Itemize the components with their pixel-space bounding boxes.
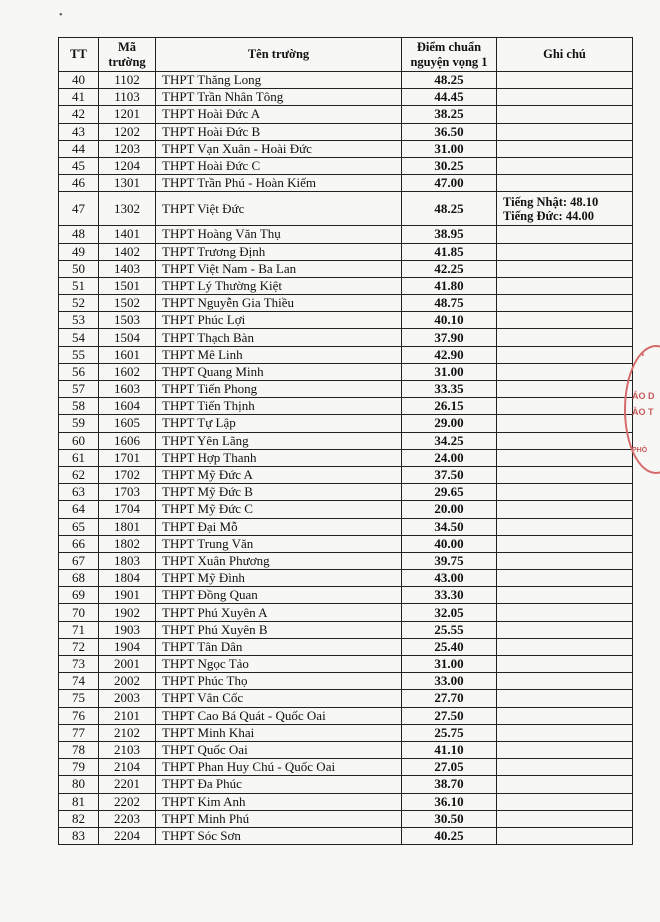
row-number: 64 bbox=[59, 501, 99, 518]
row-number: 52 bbox=[59, 295, 99, 312]
table-row bbox=[59, 638, 633, 655]
school-name: THPT Vân Cốc bbox=[156, 690, 402, 707]
school-code: 2104 bbox=[99, 759, 156, 776]
header-school-name: Tên trường bbox=[156, 38, 402, 72]
school-code: 2203 bbox=[99, 810, 156, 827]
row-number: 72 bbox=[59, 638, 99, 655]
school-code: 1802 bbox=[99, 535, 156, 552]
note-cell bbox=[497, 106, 633, 123]
cutoff-score: 27.70 bbox=[402, 690, 497, 707]
note-cell bbox=[497, 398, 633, 415]
row-number: 40 bbox=[59, 72, 99, 89]
table-row bbox=[59, 484, 633, 501]
school-name: THPT Trung Văn bbox=[156, 535, 402, 552]
table-row bbox=[59, 759, 633, 776]
table-row bbox=[59, 724, 633, 741]
cutoff-score: 34.50 bbox=[402, 518, 497, 535]
row-number: 63 bbox=[59, 484, 99, 501]
school-code: 1701 bbox=[99, 449, 156, 466]
school-code: 2201 bbox=[99, 776, 156, 793]
cutoff-score: 41.80 bbox=[402, 277, 497, 294]
cutoff-score: 37.90 bbox=[402, 329, 497, 346]
row-number: 83 bbox=[59, 827, 99, 844]
table-row bbox=[59, 192, 633, 226]
school-code: 1803 bbox=[99, 552, 156, 569]
school-name: THPT Phú Xuyên B bbox=[156, 621, 402, 638]
school-name: THPT Yên Lãng bbox=[156, 432, 402, 449]
school-name: THPT Trương Định bbox=[156, 243, 402, 260]
school-name: THPT Minh Khai bbox=[156, 724, 402, 741]
cutoff-score: 25.40 bbox=[402, 638, 497, 655]
school-name: THPT Đa Phúc bbox=[156, 776, 402, 793]
header-note: Ghi chú bbox=[497, 38, 633, 72]
table-row bbox=[59, 346, 633, 363]
row-number: 77 bbox=[59, 724, 99, 741]
header-cutoff-score: Điểm chuẩn nguyện vọng 1 bbox=[402, 38, 497, 72]
table-row bbox=[59, 329, 633, 346]
note-cell bbox=[497, 260, 633, 277]
note-cell bbox=[497, 312, 633, 329]
table-row bbox=[59, 398, 633, 415]
table-row bbox=[59, 449, 633, 466]
school-code: 1202 bbox=[99, 123, 156, 140]
table-row bbox=[59, 570, 633, 587]
school-name: THPT Lý Thường Kiệt bbox=[156, 277, 402, 294]
note-cell bbox=[497, 707, 633, 724]
cutoff-score: 37.50 bbox=[402, 466, 497, 483]
cutoff-score: 47.00 bbox=[402, 175, 497, 192]
school-name: THPT Minh Phú bbox=[156, 810, 402, 827]
note-cell bbox=[497, 346, 633, 363]
cutoff-score: 33.35 bbox=[402, 381, 497, 398]
note-cell bbox=[497, 295, 633, 312]
school-code: 1501 bbox=[99, 277, 156, 294]
row-number: 41 bbox=[59, 89, 99, 106]
school-code: 2204 bbox=[99, 827, 156, 844]
school-code: 2101 bbox=[99, 707, 156, 724]
cutoff-score: 25.55 bbox=[402, 621, 497, 638]
note-cell bbox=[497, 89, 633, 106]
table-row bbox=[59, 810, 633, 827]
note-cell bbox=[497, 690, 633, 707]
school-name: THPT Cao Bá Quát - Quốc Oai bbox=[156, 707, 402, 724]
table-row bbox=[59, 621, 633, 638]
cutoff-score: 41.10 bbox=[402, 741, 497, 758]
school-name: THPT Mỹ Đức A bbox=[156, 466, 402, 483]
table-header-row bbox=[59, 38, 633, 72]
row-number: 54 bbox=[59, 329, 99, 346]
cutoff-score: 30.50 bbox=[402, 810, 497, 827]
note-cell bbox=[497, 226, 633, 243]
row-number: 55 bbox=[59, 346, 99, 363]
school-code: 1904 bbox=[99, 638, 156, 655]
table-row bbox=[59, 690, 633, 707]
cutoff-score: 31.00 bbox=[402, 140, 497, 157]
note-cell bbox=[497, 243, 633, 260]
table-row bbox=[59, 518, 633, 535]
school-code: 1901 bbox=[99, 587, 156, 604]
row-number: 58 bbox=[59, 398, 99, 415]
cutoff-score: 24.00 bbox=[402, 449, 497, 466]
cutoff-score: 42.25 bbox=[402, 260, 497, 277]
cutoff-score: 33.30 bbox=[402, 587, 497, 604]
row-number: 62 bbox=[59, 466, 99, 483]
cutoff-score: 31.00 bbox=[402, 363, 497, 380]
note-cell bbox=[497, 741, 633, 758]
note-cell bbox=[497, 415, 633, 432]
school-name: THPT Xuân Phương bbox=[156, 552, 402, 569]
table-row bbox=[59, 312, 633, 329]
table-row bbox=[59, 827, 633, 844]
row-number: 75 bbox=[59, 690, 99, 707]
note-text: Tiếng Đức: 44.00 bbox=[503, 208, 594, 223]
school-name: THPT Quang Minh bbox=[156, 363, 402, 380]
cutoff-score: 32.05 bbox=[402, 604, 497, 621]
row-number: 65 bbox=[59, 518, 99, 535]
table-row bbox=[59, 776, 633, 793]
school-code: 1201 bbox=[99, 106, 156, 123]
note-cell bbox=[497, 157, 633, 174]
note-cell bbox=[497, 432, 633, 449]
row-number: 57 bbox=[59, 381, 99, 398]
cutoff-score: 31.00 bbox=[402, 656, 497, 673]
school-name: THPT Phúc Thọ bbox=[156, 673, 402, 690]
note-cell bbox=[497, 604, 633, 621]
school-name: THPT Phúc Lợi bbox=[156, 312, 402, 329]
note-cell bbox=[497, 484, 633, 501]
row-number: 70 bbox=[59, 604, 99, 621]
school-code: 1402 bbox=[99, 243, 156, 260]
cutoff-score: 25.75 bbox=[402, 724, 497, 741]
row-number: 47 bbox=[59, 192, 99, 226]
row-number: 59 bbox=[59, 415, 99, 432]
school-name: THPT Kim Anh bbox=[156, 793, 402, 810]
note-cell bbox=[497, 621, 633, 638]
cutoff-score: 41.85 bbox=[402, 243, 497, 260]
school-name: THPT Tự Lập bbox=[156, 415, 402, 432]
note-cell bbox=[497, 638, 633, 655]
school-name: THPT Mê Linh bbox=[156, 346, 402, 363]
note-cell bbox=[497, 810, 633, 827]
cutoff-score: 39.75 bbox=[402, 552, 497, 569]
school-code: 1902 bbox=[99, 604, 156, 621]
row-number: 60 bbox=[59, 432, 99, 449]
school-code: 1606 bbox=[99, 432, 156, 449]
school-name: THPT Hợp Thanh bbox=[156, 449, 402, 466]
row-number: 81 bbox=[59, 793, 99, 810]
cutoff-score: 27.50 bbox=[402, 707, 497, 724]
cutoff-score: 38.25 bbox=[402, 106, 497, 123]
row-number: 53 bbox=[59, 312, 99, 329]
stamp-text: ÀO T bbox=[632, 407, 654, 417]
table-row bbox=[59, 415, 633, 432]
row-number: 61 bbox=[59, 449, 99, 466]
row-number: 56 bbox=[59, 363, 99, 380]
school-code: 1703 bbox=[99, 484, 156, 501]
note-cell bbox=[497, 656, 633, 673]
school-code: 1603 bbox=[99, 381, 156, 398]
table-row bbox=[59, 89, 633, 106]
school-name: THPT Phan Huy Chú - Quốc Oai bbox=[156, 759, 402, 776]
school-name: THPT Trần Phú - Hoàn Kiếm bbox=[156, 175, 402, 192]
school-code: 1302 bbox=[99, 192, 156, 226]
cutoff-score: 33.00 bbox=[402, 673, 497, 690]
school-name: THPT Phú Xuyên A bbox=[156, 604, 402, 621]
school-code: 1504 bbox=[99, 329, 156, 346]
school-name: THPT Đại Mỗ bbox=[156, 518, 402, 535]
school-code: 1103 bbox=[99, 89, 156, 106]
table-row bbox=[59, 604, 633, 621]
note-cell bbox=[497, 363, 633, 380]
table-row bbox=[59, 552, 633, 569]
school-name: THPT Việt Nam - Ba Lan bbox=[156, 260, 402, 277]
school-name: THPT Sóc Sơn bbox=[156, 827, 402, 844]
table-row bbox=[59, 295, 633, 312]
table-row bbox=[59, 363, 633, 380]
note-cell bbox=[497, 827, 633, 844]
cutoff-score: 38.95 bbox=[402, 226, 497, 243]
school-name: THPT Hoài Đức B bbox=[156, 123, 402, 140]
school-code: 1401 bbox=[99, 226, 156, 243]
admission-score-table bbox=[58, 37, 633, 845]
cutoff-score: 48.25 bbox=[402, 192, 497, 226]
note-cell bbox=[497, 123, 633, 140]
school-code: 1605 bbox=[99, 415, 156, 432]
row-number: 44 bbox=[59, 140, 99, 157]
school-code: 1601 bbox=[99, 346, 156, 363]
school-code: 2103 bbox=[99, 741, 156, 758]
table-row bbox=[59, 175, 633, 192]
cutoff-score: 30.25 bbox=[402, 157, 497, 174]
school-name: THPT Đồng Quan bbox=[156, 587, 402, 604]
note-cell bbox=[497, 535, 633, 552]
table-row bbox=[59, 741, 633, 758]
table-row bbox=[59, 707, 633, 724]
cutoff-score: 34.25 bbox=[402, 432, 497, 449]
table-row bbox=[59, 535, 633, 552]
school-code: 2003 bbox=[99, 690, 156, 707]
note-cell bbox=[497, 449, 633, 466]
cutoff-score: 40.25 bbox=[402, 827, 497, 844]
row-number: 71 bbox=[59, 621, 99, 638]
school-code: 1602 bbox=[99, 363, 156, 380]
school-code: 1204 bbox=[99, 157, 156, 174]
school-name: THPT Hoàng Văn Thụ bbox=[156, 226, 402, 243]
school-name: THPT Mỹ Đức B bbox=[156, 484, 402, 501]
stamp-text: C.N bbox=[632, 351, 645, 358]
school-name: THPT Việt Đức bbox=[156, 192, 402, 226]
table-body bbox=[59, 72, 633, 845]
note-cell bbox=[497, 72, 633, 89]
note-cell bbox=[497, 570, 633, 587]
note-cell bbox=[497, 192, 633, 226]
note-cell bbox=[497, 277, 633, 294]
table-row bbox=[59, 226, 633, 243]
school-code: 2202 bbox=[99, 793, 156, 810]
row-number: 76 bbox=[59, 707, 99, 724]
school-code: 1903 bbox=[99, 621, 156, 638]
note-cell bbox=[497, 175, 633, 192]
school-code: 1704 bbox=[99, 501, 156, 518]
row-number: 51 bbox=[59, 277, 99, 294]
note-cell bbox=[497, 759, 633, 776]
note-cell bbox=[497, 552, 633, 569]
row-number: 78 bbox=[59, 741, 99, 758]
table-row bbox=[59, 501, 633, 518]
note-cell bbox=[497, 329, 633, 346]
school-name: THPT Trần Nhân Tông bbox=[156, 89, 402, 106]
cutoff-score: 20.00 bbox=[402, 501, 497, 518]
row-number: 73 bbox=[59, 656, 99, 673]
note-cell bbox=[497, 466, 633, 483]
row-number: 69 bbox=[59, 587, 99, 604]
school-name: THPT Ngọc Tảo bbox=[156, 656, 402, 673]
row-number: 45 bbox=[59, 157, 99, 174]
note-cell bbox=[497, 518, 633, 535]
row-number: 43 bbox=[59, 123, 99, 140]
note-cell bbox=[497, 381, 633, 398]
cutoff-score: 36.50 bbox=[402, 123, 497, 140]
note-cell bbox=[497, 140, 633, 157]
stamp-text: PHÒ bbox=[632, 447, 648, 454]
school-code: 1203 bbox=[99, 140, 156, 157]
note-cell bbox=[497, 793, 633, 810]
school-code: 1301 bbox=[99, 175, 156, 192]
school-code: 2001 bbox=[99, 656, 156, 673]
school-code: 1804 bbox=[99, 570, 156, 587]
row-number: 48 bbox=[59, 226, 99, 243]
school-name: THPT Nguyễn Gia Thiều bbox=[156, 295, 402, 312]
table-row bbox=[59, 157, 633, 174]
row-number: 68 bbox=[59, 570, 99, 587]
table-row bbox=[59, 432, 633, 449]
school-code: 1102 bbox=[99, 72, 156, 89]
row-number: 46 bbox=[59, 175, 99, 192]
cutoff-score: 40.00 bbox=[402, 535, 497, 552]
row-number: 80 bbox=[59, 776, 99, 793]
table-row bbox=[59, 243, 633, 260]
school-name: THPT Thăng Long bbox=[156, 72, 402, 89]
school-code: 1503 bbox=[99, 312, 156, 329]
note-cell bbox=[497, 776, 633, 793]
school-name: THPT Vạn Xuân - Hoài Đức bbox=[156, 140, 402, 157]
stamp-text: ÁO D bbox=[632, 391, 655, 401]
school-name: THPT Mỹ Đình bbox=[156, 570, 402, 587]
cutoff-score: 43.00 bbox=[402, 570, 497, 587]
school-name: THPT Tiến Phong bbox=[156, 381, 402, 398]
table-row bbox=[59, 673, 633, 690]
row-number: 67 bbox=[59, 552, 99, 569]
table-row bbox=[59, 381, 633, 398]
cutoff-score: 40.10 bbox=[402, 312, 497, 329]
table-row bbox=[59, 106, 633, 123]
table-row bbox=[59, 140, 633, 157]
note-cell bbox=[497, 501, 633, 518]
row-number: 50 bbox=[59, 260, 99, 277]
school-code: 2002 bbox=[99, 673, 156, 690]
header-tt: TT bbox=[59, 38, 99, 72]
school-code: 1502 bbox=[99, 295, 156, 312]
school-name: THPT Thạch Bàn bbox=[156, 329, 402, 346]
school-name: THPT Hoài Đức C bbox=[156, 157, 402, 174]
cutoff-score: 29.00 bbox=[402, 415, 497, 432]
table-row bbox=[59, 123, 633, 140]
cutoff-score: 29.65 bbox=[402, 484, 497, 501]
cutoff-score: 48.25 bbox=[402, 72, 497, 89]
school-name: THPT Hoài Đức A bbox=[156, 106, 402, 123]
cutoff-score: 42.90 bbox=[402, 346, 497, 363]
table-row bbox=[59, 72, 633, 89]
note-cell bbox=[497, 724, 633, 741]
row-number: 66 bbox=[59, 535, 99, 552]
row-number: 49 bbox=[59, 243, 99, 260]
table-row bbox=[59, 466, 633, 483]
school-code: 1801 bbox=[99, 518, 156, 535]
table-row bbox=[59, 587, 633, 604]
school-code: 1702 bbox=[99, 466, 156, 483]
school-name: THPT Quốc Oai bbox=[156, 741, 402, 758]
school-code: 2102 bbox=[99, 724, 156, 741]
school-name: THPT Tân Dân bbox=[156, 638, 402, 655]
row-number: 74 bbox=[59, 673, 99, 690]
cutoff-score: 36.10 bbox=[402, 793, 497, 810]
table-row bbox=[59, 277, 633, 294]
note-text: Tiếng Nhật: 48.10 bbox=[503, 194, 599, 209]
school-name: THPT Mỹ Đức C bbox=[156, 501, 402, 518]
table-row bbox=[59, 260, 633, 277]
cutoff-score: 48.75 bbox=[402, 295, 497, 312]
row-number: 42 bbox=[59, 106, 99, 123]
header-school-code: Mã trường bbox=[99, 38, 156, 72]
school-code: 1604 bbox=[99, 398, 156, 415]
row-number: 79 bbox=[59, 759, 99, 776]
note-cell bbox=[497, 587, 633, 604]
school-name: THPT Tiến Thịnh bbox=[156, 398, 402, 415]
cutoff-score: 44.45 bbox=[402, 89, 497, 106]
scan-mark: • bbox=[59, 10, 63, 21]
note-cell bbox=[497, 673, 633, 690]
table-row bbox=[59, 656, 633, 673]
table-row bbox=[59, 793, 633, 810]
school-code: 1403 bbox=[99, 260, 156, 277]
cutoff-score: 26.15 bbox=[402, 398, 497, 415]
row-number: 82 bbox=[59, 810, 99, 827]
cutoff-score: 38.70 bbox=[402, 776, 497, 793]
cutoff-score: 27.05 bbox=[402, 759, 497, 776]
